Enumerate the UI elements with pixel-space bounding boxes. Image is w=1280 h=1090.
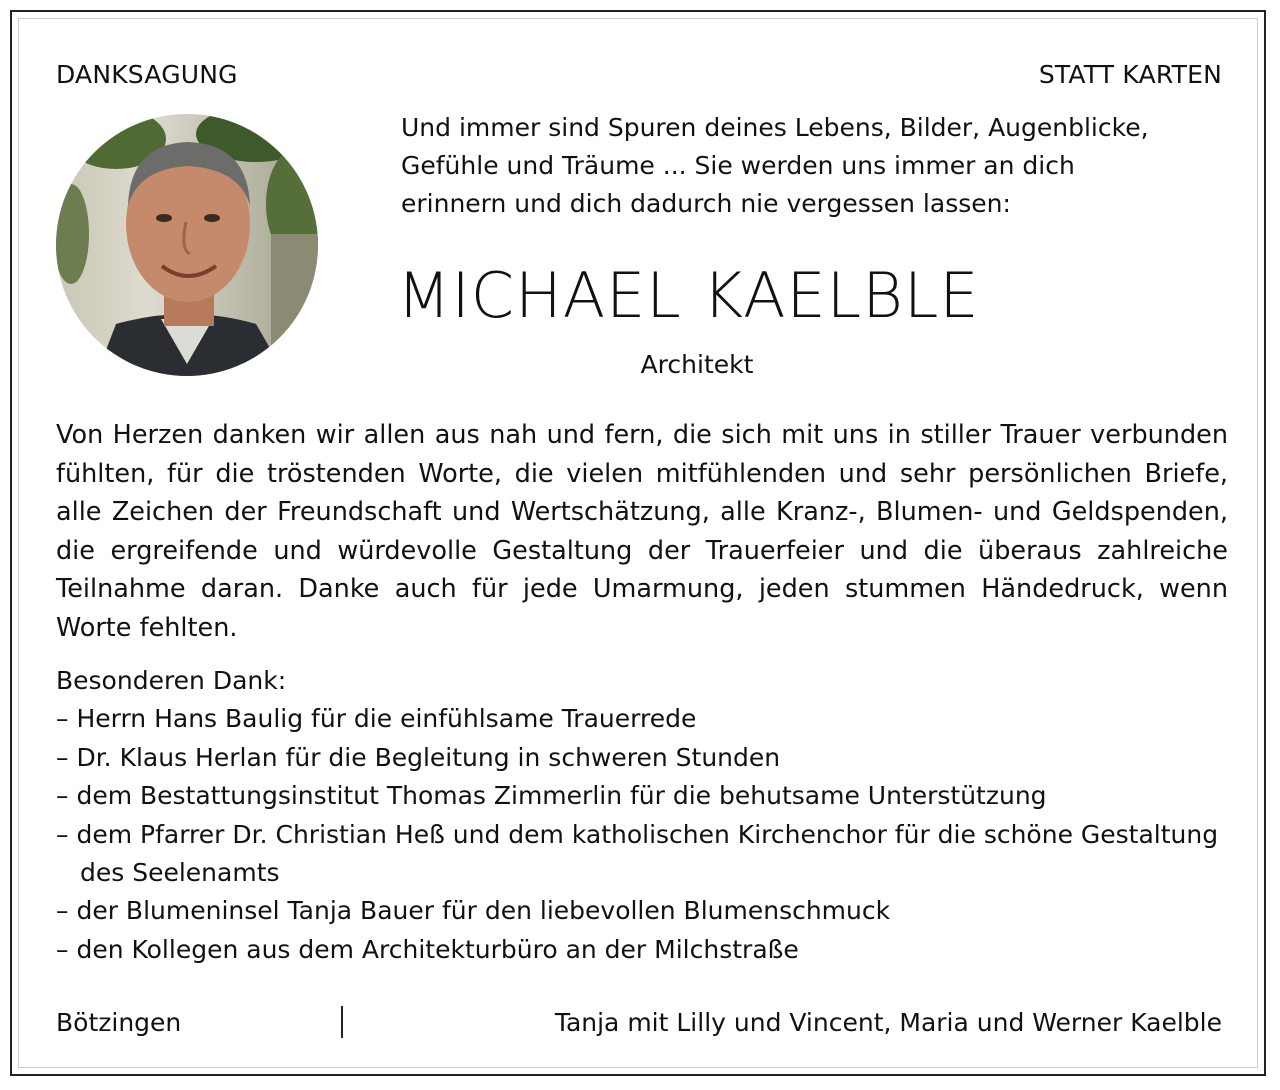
portrait-photo bbox=[56, 114, 318, 376]
list-item: – der Blumeninsel Tanja Bauer für den liebevollen Blumenschmuck bbox=[56, 896, 891, 926]
special-thanks-list bbox=[56, 700, 1228, 969]
poem-line: Und immer sind Spuren deines Lebens, Bilder, Augenblicke, bbox=[401, 113, 1149, 142]
poem-line: erinnern und dich dadurch nie vergessen lassen: bbox=[401, 189, 1011, 218]
poem-line: Gefühle und Träume ... Sie werden uns immer an dich bbox=[401, 151, 1075, 180]
deceased-profession: Architekt bbox=[640, 350, 754, 379]
special-thanks bbox=[56, 662, 1228, 969]
footer-place: Bötzingen bbox=[56, 1008, 182, 1037]
poem-verse bbox=[401, 109, 1241, 223]
list-item: – den Kollegen aus dem Architekturbüro an der Milchstraße bbox=[56, 934, 799, 964]
list-item: – dem Bestattungsinstitut Thomas Zimmerlin für die behutsame Unterstützung bbox=[56, 781, 1047, 811]
footer-divider bbox=[341, 1006, 343, 1038]
footer-family: Tanja mit Lilly und Vincent, Maria und Werner Kaelble bbox=[554, 1008, 1222, 1037]
deceased-name: MICHAEL KAELBLE bbox=[397, 259, 980, 332]
list-item: – Dr. Klaus Herlan für die Begleitung in schweren Stunden bbox=[56, 742, 781, 772]
special-thanks-title: Besonderen Dank: bbox=[56, 666, 287, 695]
thanks-paragraph: Von Herzen danken wir allen aus nah und fern, die sich mit uns in stiller Trauer verbunden fühlten, für die tröstenden Worte, die vielen mitfühlenden und sehr persönlichen Briefe, alle Zeichen der Freundschaft und Wertschätzung, alle Kranz-, Blumen- und Geldspenden, die ergreifende und würdevolle Gestaltung der Trauerfeier und die überaus zahlreiche Teilnahme daran. Danke auch für jede Umarmung, jeden stummen Händedruck, wenn Worte fehlten. bbox=[56, 420, 1228, 643]
header-left: DANKSAGUNG bbox=[56, 60, 238, 89]
list-item: – Herrn Hans Baulig für die einfühlsame Trauerrede bbox=[56, 704, 697, 734]
header-right: STATT KARTEN bbox=[1038, 60, 1222, 89]
list-item: – dem Pfarrer Dr. Christian Heß und dem katholischen Kirchenchor für die schöne Gestaltung des Seelenamts bbox=[56, 819, 1219, 888]
obituary-frame bbox=[10, 10, 1266, 1076]
